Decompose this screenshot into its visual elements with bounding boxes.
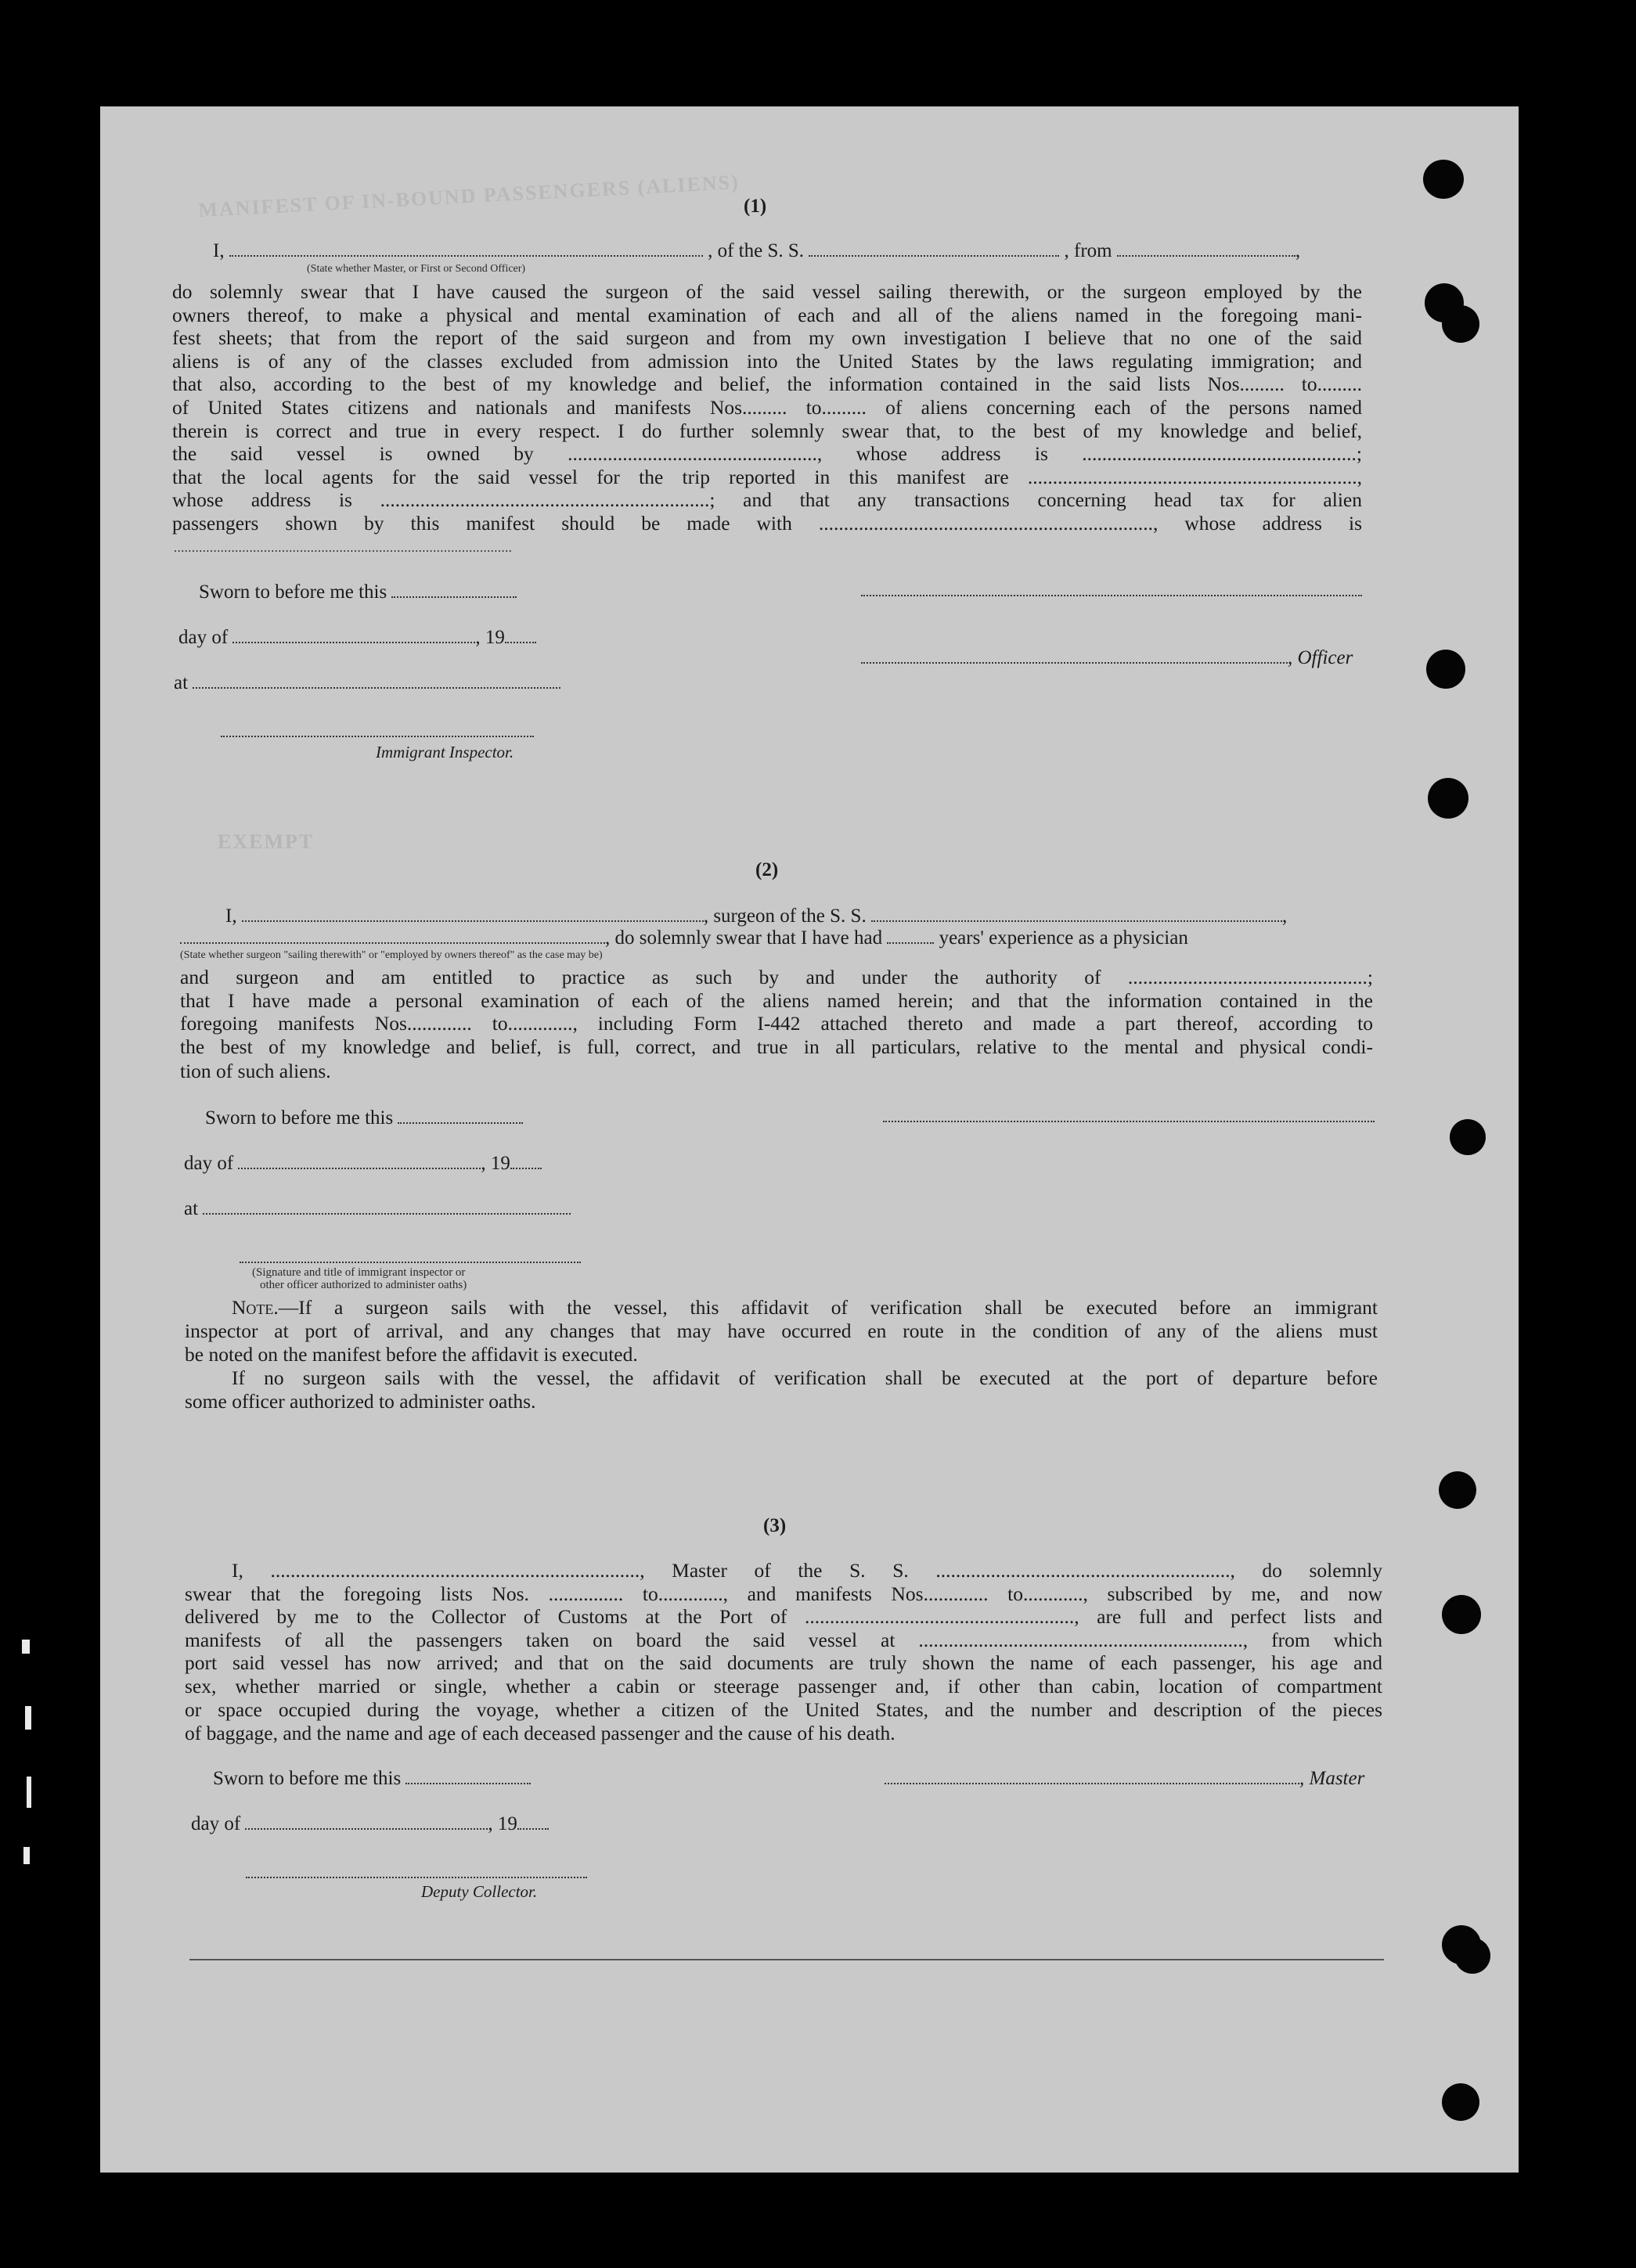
section-number: (3) bbox=[763, 1515, 787, 1536]
punch-hole bbox=[1442, 305, 1479, 343]
sworn-label: Sworn to before me this bbox=[205, 1107, 523, 1130]
punch-hole bbox=[1439, 1471, 1476, 1509]
from-label: , from bbox=[1064, 240, 1112, 261]
at-place-field[interactable] bbox=[203, 1197, 571, 1215]
punch-hole bbox=[1454, 1938, 1490, 1974]
note2-block: If no surgeon sails with the vessel, the affidavit of verification shall be executed at the port of departure before bbox=[232, 1366, 1378, 1389]
binding-mark bbox=[23, 1847, 30, 1864]
section2-body: and surgeon and am entitled to practice as such by and under the authority of ................................................; that I have made a personal examination of each of the aliens named herein; and that the information contained in the foregoing manifests Nos............. to............., including Form I-442 attached thereto and made a part thereof, according to the best of my knowledge and belief, is full, correct, and true in all particulars, relative to the mental and physical condi- bbox=[180, 966, 1373, 1058]
surgeon-name-field[interactable] bbox=[242, 905, 704, 922]
at-place-field[interactable] bbox=[193, 671, 560, 689]
note-block: Note.—If a surgeon sails with the vessel, this affidavit of verification shall be executed before an immigrant inspector at port of arrival, and any changes that may have occurred en route in the condition of any of the aliens must bbox=[185, 1296, 1378, 1342]
collector-label: Deputy Collector. bbox=[421, 1882, 538, 1901]
sworn-day-field[interactable] bbox=[405, 1767, 531, 1784]
oath-i: I, bbox=[213, 240, 225, 261]
month-field[interactable] bbox=[232, 626, 475, 643]
day-of-label: day of , 19 bbox=[178, 626, 536, 650]
officer-signature-line-1[interactable] bbox=[861, 595, 1362, 596]
section3-body-last: of baggage, and the name and age of each deceased passenger and the cause of his death. bbox=[185, 1722, 895, 1744]
punch-hole bbox=[1450, 1119, 1486, 1155]
binding-mark bbox=[27, 1777, 31, 1808]
collector-signature-line[interactable] bbox=[246, 1877, 587, 1878]
year-field[interactable] bbox=[510, 1152, 542, 1169]
sworn-label: Sworn to before me this bbox=[213, 1767, 531, 1791]
inspector-signature-line[interactable] bbox=[221, 736, 534, 737]
sworn-day-field[interactable] bbox=[398, 1107, 523, 1124]
surgeon-vessel-field[interactable] bbox=[871, 905, 1282, 922]
punch-hole bbox=[1442, 2083, 1479, 2121]
month-field[interactable] bbox=[245, 1813, 488, 1830]
vessel-name-field[interactable] bbox=[809, 239, 1059, 257]
section3-body: I, .........................................................................., Master of the S. S. ..........................................................., do solemnly swear that the foregoing lists Nos. ............... to............., and manifests Nos............. to............, subscribed by me, and now delivered by me to the Collector of Customs at the Port of ......................................................, are full and perfect lists and manifests of all the passengers taken on board the said vessel at ................................................................., from which port said vessel has now arrived; and that on the said documents are truly shown the name of each passenger, his age and sex, whether married or single, whether a cabin or steerage passenger and, if other than cabin, location of compartment or space occupied during the voyage, whether a citizen of the United States, and the number and description of the pieces bbox=[185, 1559, 1382, 1721]
years-field[interactable] bbox=[887, 927, 934, 944]
officer-note: (State whether Master, or First or Second Officer) bbox=[307, 263, 526, 275]
officer-name-field[interactable] bbox=[229, 239, 703, 257]
note-last: be noted on the manifest before the affidavit is executed. bbox=[185, 1343, 638, 1366]
inspector-label: Immigrant Inspector. bbox=[376, 743, 514, 761]
note2-last: some officer authorized to administer oaths. bbox=[185, 1390, 536, 1413]
signature-note-1: (Signature and title of immigrant inspector or bbox=[252, 1266, 466, 1279]
address-continuation-field[interactable]: .............................................................................................. bbox=[174, 542, 513, 555]
bleed-through-header: MANIFEST OF IN-BOUND PASSENGERS (ALIENS) bbox=[197, 170, 741, 222]
section1-body: do solemnly swear that I have caused the surgeon of the said vessel sailing therewith, or the surgeon employed by the owners thereof, to make a physical and mental examination of each and all of the aliens named in the foregoing mani- fest sheets; that from the report of the said surgeon and from my own investigation I believe that no one of the said aliens is of any of the classes excluded from admission into the United States by the laws regulating immigration; and that also, according to the best of my knowledge and belief, the information contained in the said lists Nos......... to......... of United States citizens and nationals and manifests Nos......... to......... of aliens concerning each of the persons named therein is correct and true in every respect. I do further solemnly swear that, to the best of my knowledge and belief, the said vessel is owned by .................................................., whose address is .......................................................; that the local agents for the said vessel for the trip reported in this manifest are .................................................................., whose address is ..................................................................; and that any transactions concerning head tax for alien passengers shown by this manifest should be made with ..................................................................., whose address is bbox=[172, 280, 1362, 535]
punch-hole bbox=[1428, 778, 1468, 819]
month-field[interactable] bbox=[238, 1152, 481, 1169]
from-port-field[interactable] bbox=[1117, 239, 1295, 257]
sworn-label: Sworn to before me this bbox=[199, 581, 517, 604]
section2-line2: , do solemnly swear that I have had years' experience as a physician bbox=[180, 927, 1188, 950]
punch-hole bbox=[1426, 650, 1465, 689]
note-label: Note. bbox=[232, 1296, 279, 1319]
year-field[interactable] bbox=[505, 626, 536, 643]
bottom-rule bbox=[189, 1959, 1384, 1960]
section2-body-last: tion of such aliens. bbox=[180, 1060, 331, 1082]
surgeon-note: (State whether surgeon "sailing therewith" or "employed by owners thereof" as the case may be) bbox=[180, 949, 603, 961]
punch-hole bbox=[1423, 160, 1464, 199]
section2-line1: I, , surgeon of the S. S. , bbox=[225, 905, 1288, 927]
officer-signature-row: , Officer bbox=[861, 646, 1353, 670]
master-signature-row: , Master bbox=[885, 1767, 1364, 1791]
binding-mark bbox=[22, 1640, 30, 1654]
section-number: (1) bbox=[744, 196, 767, 217]
of-ss-label: , of the S. S. bbox=[708, 240, 805, 261]
section1-line1: I, , of the S. S. , from , bbox=[213, 240, 1301, 261]
master-signature-field[interactable] bbox=[885, 1767, 1299, 1784]
signature-note-2: other officer authorized to administer oaths) bbox=[260, 1279, 467, 1291]
surgeon-signature-line[interactable] bbox=[883, 1121, 1375, 1122]
bleed-through-stamp: EXEMPT bbox=[218, 830, 315, 853]
punch-hole bbox=[1442, 1595, 1481, 1634]
day-of-label: day of , 19 bbox=[184, 1152, 542, 1175]
at-label: at bbox=[174, 671, 560, 695]
at-label: at bbox=[184, 1197, 571, 1221]
sworn-day-field[interactable] bbox=[391, 581, 517, 598]
surgeon-status-field[interactable] bbox=[180, 927, 605, 944]
binding-mark bbox=[25, 1706, 31, 1730]
section-number: (2) bbox=[755, 859, 779, 880]
officer-signature-field[interactable] bbox=[861, 646, 1288, 664]
day-of-label: day of , 19 bbox=[191, 1813, 549, 1836]
administrator-signature-line[interactable] bbox=[240, 1262, 581, 1263]
year-field[interactable] bbox=[517, 1813, 549, 1830]
